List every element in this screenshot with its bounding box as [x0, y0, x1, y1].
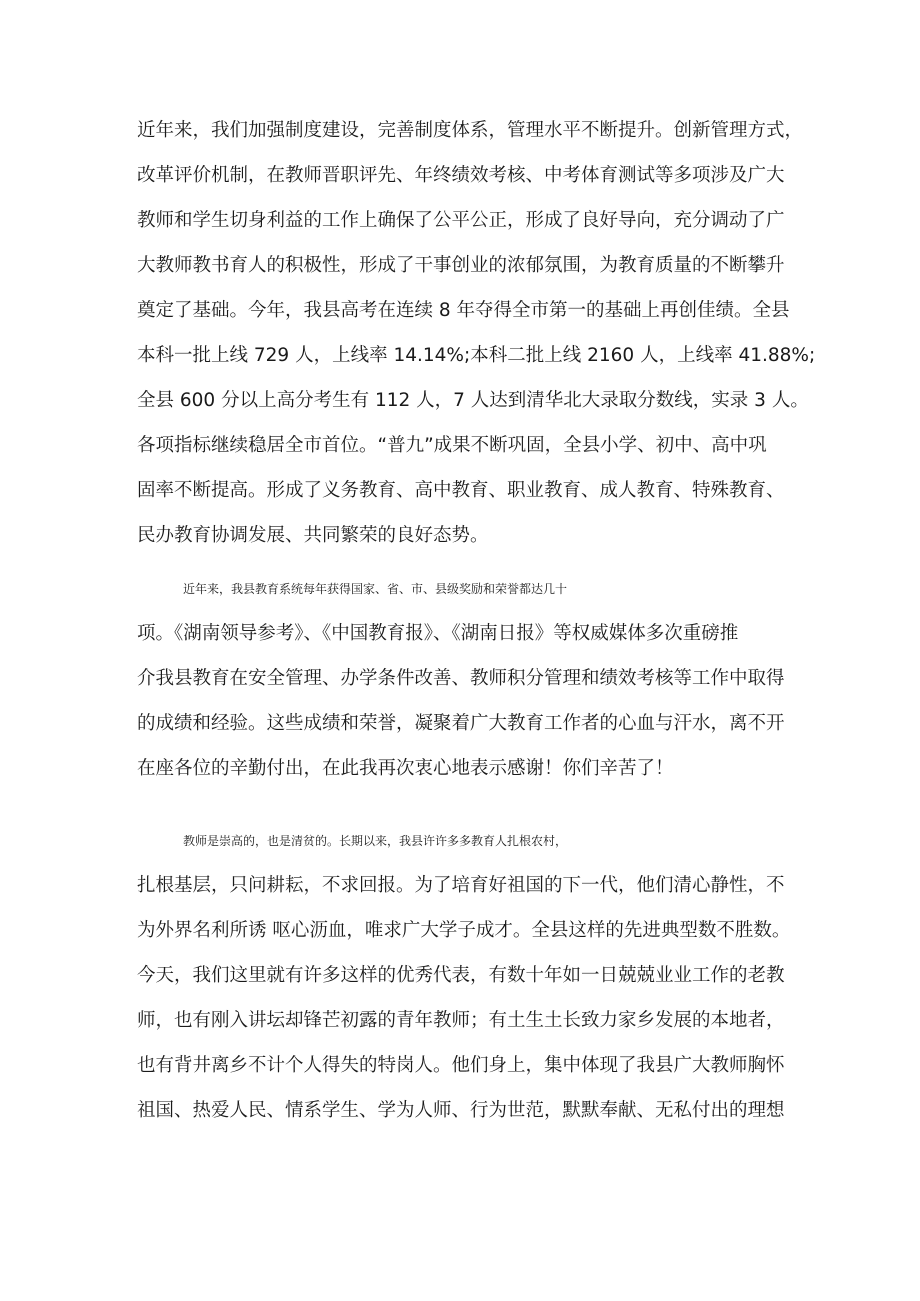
paragraph-2-line-2: 项。《湖南领导参考》、《中国教育报》、《湖南日报》等权威媒体多次重磅推: [137, 623, 739, 644]
paragraph-3-line-2: 扎根基层，只问耕耘，不求回报。为了培育好祖国的下一代，他们清心静性，不: [137, 875, 785, 896]
paragraph-1-line-4: 大教师教书育人的积极性，形成了干事创业的浓郁氛围，为教育质量的不断攀升: [137, 255, 785, 276]
paragraph-1-line-8: 各项指标继续稳居全市首位。“普九”成果不断巩固，全县小学、初中、高中巩: [137, 435, 767, 456]
paragraph-1-line-5: 奠定了基础。今年，我县高考在连续 8 年夺得全市第一的基础上再创佳绩。全县: [137, 300, 790, 321]
paragraph-1-line-1: 近年来，我们加强制度建设，完善制度体系，管理水平不断提升。创新管理方式，: [137, 120, 804, 141]
paragraph-2-line-1: 近年来，我县教育系统每年获得国家、省、市、县级奖励和荣誉都达几十: [183, 582, 568, 596]
paragraph-3-line-7: 祖国、热爱人民、情系学生、学为人师、行为世范，默默奉献、无私付出的理想: [137, 1100, 785, 1121]
paragraph-1-line-2: 改革评价机制，在教师晋职评先、年终绩效考核、中考体育测试等多项涉及广大: [137, 165, 785, 186]
paragraph-1-line-6: 本科一批上线 729 人，上线率 14.14%;本科二批上线 2160 人，上线率 41.88%;: [137, 345, 816, 366]
paragraph-3-line-6: 也有背井离乡不计个人得失的特岗人。他们身上，集中体现了我县广大教师胸怀: [137, 1055, 785, 1076]
paragraph-2-line-3: 介我县教育在安全管理、办学条件改善、教师积分管理和绩效考核等工作中取得: [137, 668, 785, 689]
paragraph-3-line-1: 教师是崇高的，也是清贫的。长期以来，我县许许多多教育人扎根农村，: [183, 834, 568, 848]
paragraph-2-line-4: 的成绩和经验。这些成绩和荣誉，凝聚着广大教育工作者的心血与汗水，离不开: [137, 713, 785, 734]
paragraph-1-line-9: 固率不断提高。形成了义务教育、高中教育、职业教育、成人教育、特殊教育、: [137, 480, 785, 501]
paragraph-3-line-3: 为外界名利所诱 呕心沥血，唯求广大学子成才。全县这样的先进典型数不胜数。: [137, 920, 791, 941]
paragraph-3-line-5: 师，也有刚入讲坛却锋芒初露的青年教师；有土生土长致力家乡发展的本地者，: [137, 1010, 785, 1031]
paragraph-3-line-4: 今天，我们这里就有许多这样的优秀代表，有数十年如一日兢兢业业工作的老教: [137, 965, 785, 986]
paragraph-1-line-7: 全县 600 分以上高分考生有 112 人，7 人达到清华北大录取分数线，实录 3 人。: [137, 390, 809, 411]
paragraph-1-line-10: 民办教育协调发展、共同繁荣的良好态势。: [137, 525, 489, 546]
paragraph-2-line-5: 在座各位的辛勤付出，在此我再次衷心地表示感谢！你们辛苦了！: [137, 758, 674, 779]
paragraph-1-line-3: 教师和学生切身利益的工作上确保了公平公正，形成了良好导向，充分调动了广: [137, 210, 785, 231]
